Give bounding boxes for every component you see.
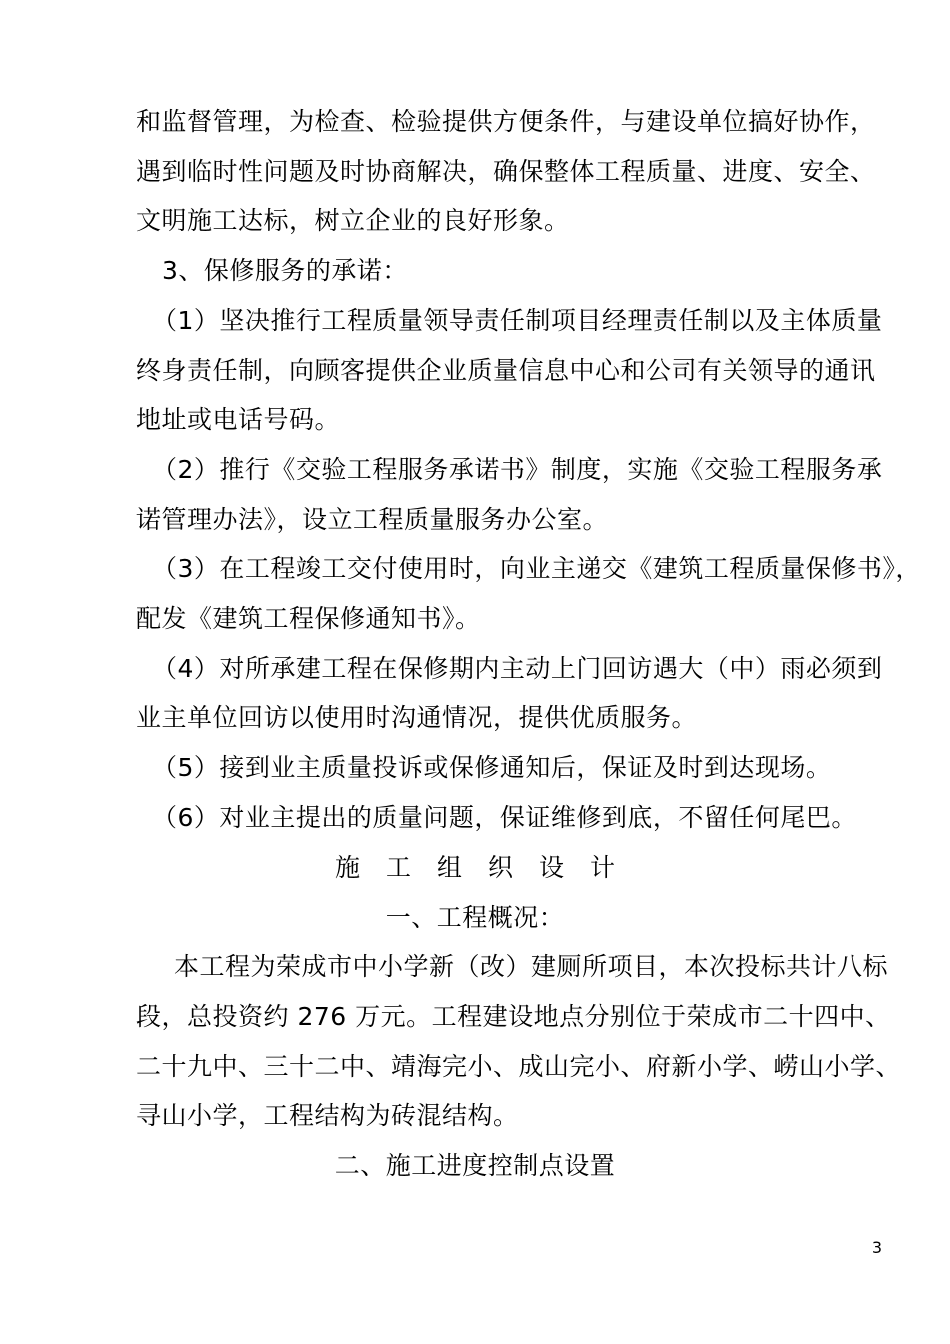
section-title: 施工组织设计	[334, 853, 641, 882]
list-item: （3）在工程竣工交付使用时，向业主递交《建筑工程质量保修书》，	[152, 554, 921, 583]
paragraph-line: 诺管理办法》，设立工程质量服务办公室。	[136, 505, 609, 534]
paragraph-line: 二十九中、三十二中、靖海完小、成山完小、府新小学、崂山小学、	[136, 1052, 902, 1081]
list-item: （2）推行《交验工程服务承诺书》制度，实施《交验工程服务承	[152, 455, 883, 484]
paragraph-line: 段，总投资约 276 万元。工程建设地点分别位于荣成市二十四中、	[136, 1002, 891, 1031]
page-number: 3	[871, 1238, 882, 1257]
paragraph-line: 地址或电话号码。	[136, 405, 341, 434]
paragraph-line: 和监督管理，为检查、检验提供方便条件，与建设单位搞好协作，	[136, 107, 876, 136]
list-item: （5）接到业主质量投诉或保修通知后，保证及时到达现场。	[152, 753, 832, 782]
list-item: （4）对所承建工程在保修期内主动上门回访遇大（中）雨必须到	[152, 654, 883, 683]
section-heading: 3、保修服务的承诺：	[162, 256, 408, 285]
section-heading: 一、工程概况：	[385, 903, 565, 932]
section-heading: 二、施工进度控制点设置	[334, 1151, 616, 1180]
list-item: （6）对业主提出的质量问题，保证维修到底，不留任何尾巴。	[152, 803, 857, 832]
paragraph-line: 终身责任制，向顾客提供企业质量信息中心和公司有关领导的通讯	[136, 356, 876, 385]
paragraph-line: 配发《建筑工程保修通知书》。	[136, 604, 481, 633]
paragraph-line: 本工程为荣成市中小学新（改）建厕所项目，本次投标共计八标	[174, 952, 889, 981]
paragraph-line: 寻山小学，工程结构为砖混结构。	[136, 1101, 519, 1130]
paragraph-line: 业主单位回访以使用时沟通情况，提供优质服务。	[136, 703, 698, 732]
paragraph-line: 遇到临时性问题及时协商解决，确保整体工程质量、进度、安全、	[136, 157, 876, 186]
paragraph-line: 文明施工达标，树立企业的良好形象。	[136, 206, 570, 235]
list-item: （1）坚决推行工程质量领导责任制项目经理责任制以及主体质量	[152, 306, 883, 335]
